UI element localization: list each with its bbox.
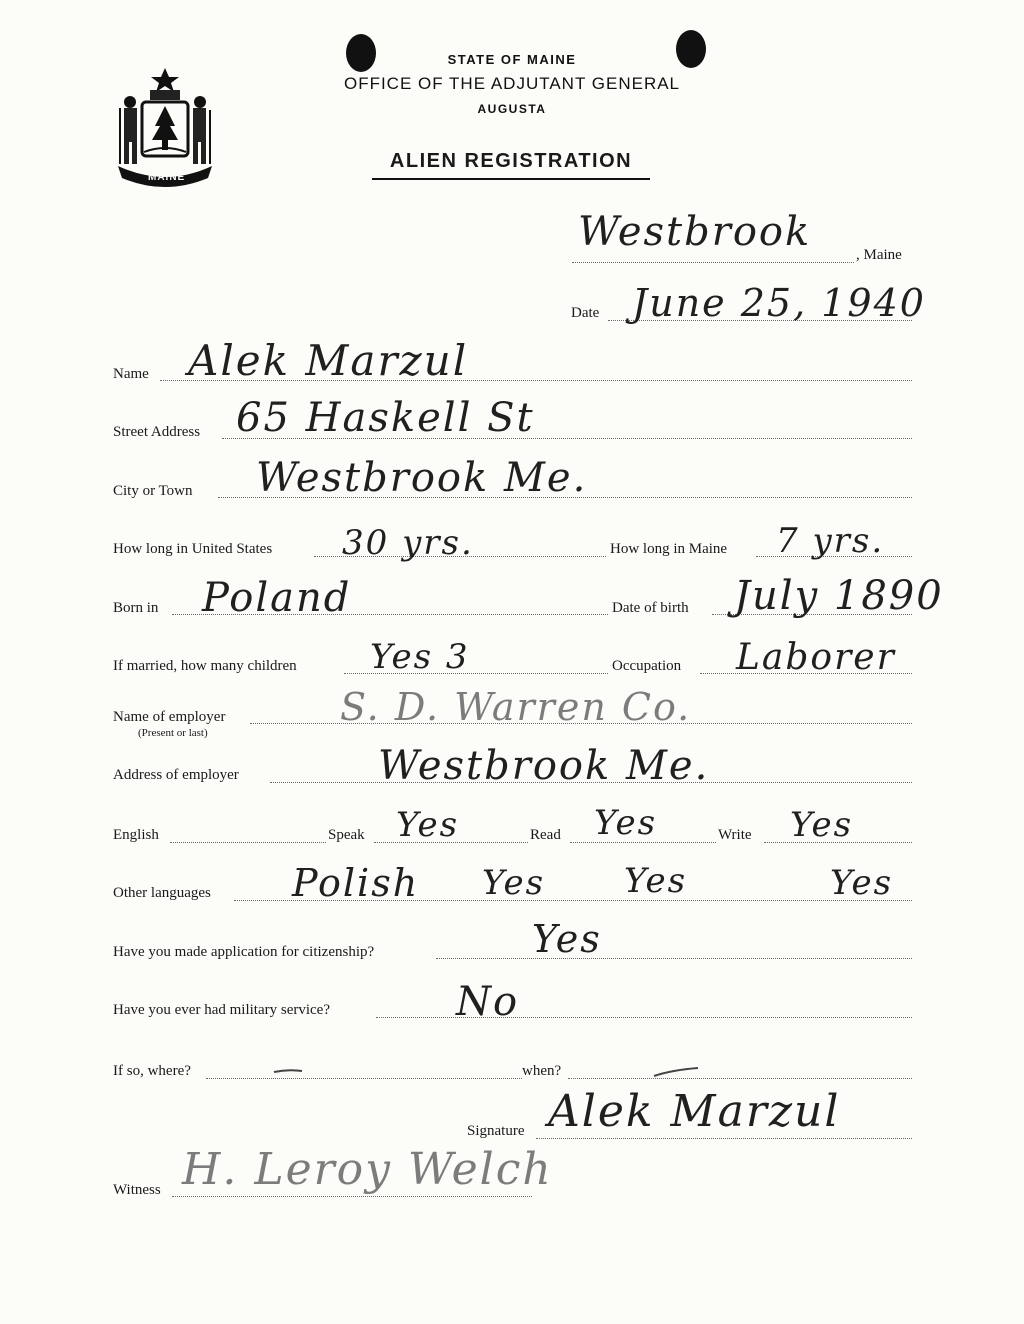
seal-banner-text: MAINE	[148, 172, 186, 183]
citizenship-dotted-line	[436, 958, 912, 959]
other-language-write-value: Yes	[830, 863, 894, 903]
town-label: , Maine	[856, 247, 902, 263]
witness-value: H. Leroy Welch	[182, 1144, 553, 1195]
signature-label: Signature	[467, 1123, 525, 1139]
town-dotted-line	[572, 262, 854, 263]
occupation-label: Occupation	[612, 658, 682, 674]
english-dotted-line	[170, 842, 326, 843]
when-label: when?	[522, 1063, 562, 1079]
town-value: Westbrook	[578, 209, 812, 255]
write-label: Write	[718, 827, 752, 843]
english-speak-value: Yes	[396, 805, 460, 845]
occupation-value: Laborer	[736, 637, 896, 678]
born-label: Born in	[113, 600, 159, 616]
citizenship-value: Yes	[532, 917, 602, 961]
citizenship-label: Have you made application for citizenship?	[113, 944, 375, 960]
employer-address-label: Address of employer	[113, 767, 239, 783]
page-title: ALIEN REGISTRATION	[389, 150, 633, 172]
military-label: Have you ever had military service?	[113, 1002, 330, 1018]
us-time-label: How long in United States	[113, 541, 273, 557]
maine-time-value: 7 yrs.	[776, 521, 885, 561]
office-heading: OFFICE OF THE ADJUTANT GENERAL	[343, 74, 681, 93]
children-label: If married, how many children	[113, 658, 297, 674]
name-label: Name	[113, 366, 149, 382]
speak-label: Speak	[328, 827, 365, 843]
employer-value: S. D. Warren Co.	[340, 685, 692, 729]
city-value: Westbrook Me.	[256, 455, 588, 501]
employer-address-value: Westbrook Me.	[378, 743, 710, 789]
signature-dotted-line	[536, 1138, 912, 1139]
other-language-speak-value: Yes	[482, 863, 546, 903]
witness-dotted-line	[172, 1196, 532, 1197]
military-value: No	[456, 979, 520, 1025]
maine-time-label: How long in Maine	[610, 541, 728, 557]
name-value: Alek Marzul	[188, 336, 469, 385]
born-value: Poland	[202, 575, 352, 621]
children-value: Yes 3	[370, 637, 470, 677]
read-label: Read	[530, 827, 561, 843]
date-value: June 25, 1940	[632, 281, 926, 325]
street-label: Street Address	[113, 424, 201, 440]
state-heading: STATE OF MAINE	[447, 52, 577, 67]
english-read-value: Yes	[594, 803, 658, 843]
employer-sublabel: (Present or last)	[138, 727, 208, 739]
city-heading: AUGUSTA	[477, 102, 547, 116]
witness-label: Witness	[113, 1182, 161, 1198]
where-label: If so, where?	[113, 1063, 191, 1079]
city-label: City or Town	[113, 483, 193, 499]
other-language-value: Polish	[292, 861, 420, 905]
street-value: 65 Haskell St	[236, 395, 535, 441]
birth-date-value: July 1890	[734, 573, 944, 619]
english-write-value: Yes	[790, 805, 854, 845]
signature-value: Alek Marzul	[548, 1086, 841, 1137]
blank-dash-marks	[270, 1064, 710, 1084]
employer-label: Name of employer	[113, 709, 226, 725]
english-label: English	[113, 827, 159, 843]
title-underline	[372, 178, 650, 180]
other-language-read-value: Yes	[624, 861, 688, 901]
us-time-value: 30 yrs.	[342, 523, 474, 563]
other-languages-label: Other languages	[113, 885, 211, 901]
date-label: Date	[571, 305, 600, 321]
birth-date-label: Date of birth	[612, 600, 689, 616]
